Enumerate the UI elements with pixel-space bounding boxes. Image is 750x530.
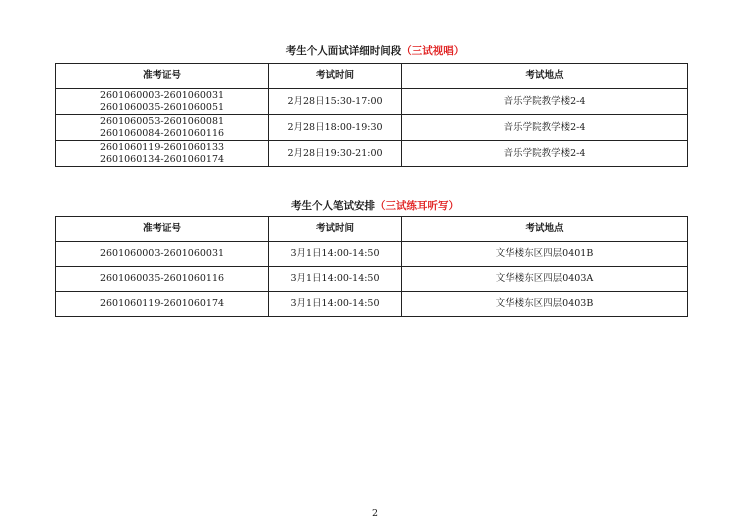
written-title: 考生个人笔试安排 [291, 200, 375, 212]
exam-id-range: 2601060003-2601060031 [99, 89, 225, 101]
written-schedule-table [55, 216, 688, 317]
interview-title-highlight: （三试视唱） [401, 45, 465, 57]
table-row [56, 141, 688, 167]
exam-location: 文华楼东区四层0401B [402, 242, 688, 267]
exam-location: 音乐学院教学楼2-4 [402, 89, 688, 115]
header-exam-time: 考试时间 [269, 64, 402, 89]
exam-id-range: 2601060035-2601060051 [99, 101, 225, 113]
exam-time: 2月28日15:30-17:00 [269, 89, 402, 115]
exam-time: 3月1日14:00-14:50 [269, 292, 402, 317]
written-section-title [0, 198, 750, 213]
exam-time: 2月28日18:00-19:30 [269, 115, 402, 141]
exam-id-range: 2601060119-2601060133 [99, 141, 225, 153]
exam-id-range: 2601060003-2601060031 [56, 242, 269, 267]
interview-section-title [0, 43, 750, 58]
table-row [56, 292, 688, 317]
interview-title: 考生个人面试详细时间段 [285, 45, 402, 57]
table-header-row [56, 64, 688, 89]
exam-id-ranges [56, 141, 269, 167]
exam-location: 文华楼东区四层0403A [402, 267, 688, 292]
exam-location: 音乐学院教学楼2-4 [402, 141, 688, 167]
header-exam-id: 准考证号 [56, 217, 269, 242]
exam-id-range: 2601060053-2601060081 [99, 115, 225, 127]
exam-location: 音乐学院教学楼2-4 [402, 115, 688, 141]
table-header-row [56, 217, 688, 242]
exam-time: 3月1日14:00-14:50 [269, 242, 402, 267]
exam-time: 2月28日19:30-21:00 [269, 141, 402, 167]
page-number: 2 [371, 508, 379, 519]
exam-location: 文华楼东区四层0403B [402, 292, 688, 317]
header-exam-id: 准考证号 [56, 64, 269, 89]
exam-id-ranges [56, 115, 269, 141]
exam-time: 3月1日14:00-14:50 [269, 267, 402, 292]
exam-id-range: 2601060035-2601060116 [56, 267, 269, 292]
table-row [56, 115, 688, 141]
exam-id-range: 2601060134-2601060174 [99, 153, 225, 165]
exam-id-ranges [56, 89, 269, 115]
written-title-highlight: （三试练耳听写） [375, 200, 459, 212]
table-row [56, 89, 688, 115]
table-row [56, 242, 688, 267]
exam-id-range: 2601060119-2601060174 [56, 292, 269, 317]
header-exam-location: 考试地点 [402, 217, 688, 242]
header-exam-location: 考试地点 [402, 64, 688, 89]
interview-schedule-table [55, 63, 688, 167]
header-exam-time: 考试时间 [269, 217, 402, 242]
exam-id-range: 2601060084-2601060116 [99, 127, 225, 139]
table-row [56, 267, 688, 292]
